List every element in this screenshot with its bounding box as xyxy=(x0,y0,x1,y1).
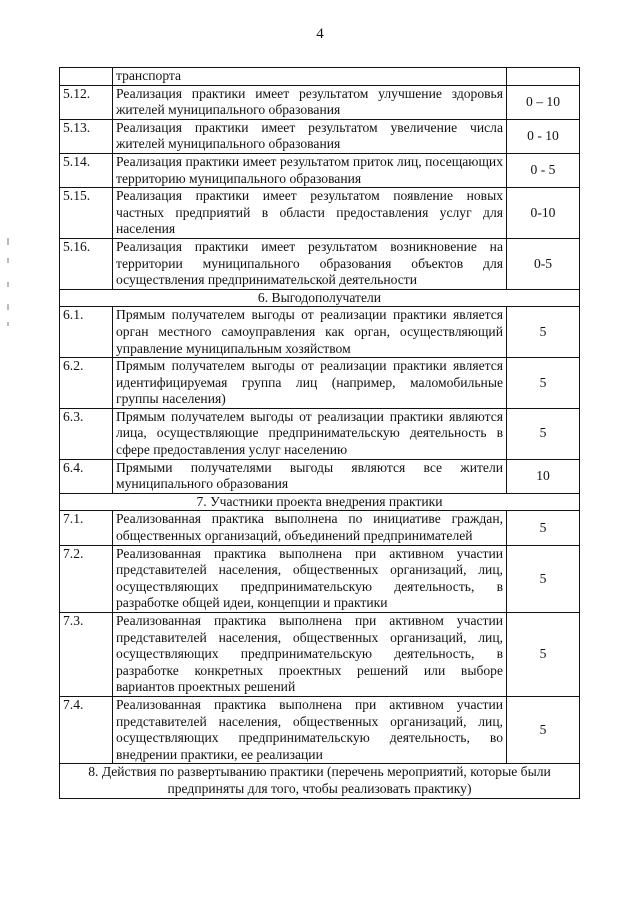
margin-mark xyxy=(7,322,9,326)
criteria-row xyxy=(60,188,580,239)
item-score xyxy=(507,68,580,86)
criteria-row xyxy=(60,696,580,763)
item-text: Прямыми получателями выгоды являются все жители муниципального образования xyxy=(113,459,507,493)
item-score: 0-5 xyxy=(507,238,580,289)
item-number: 6.3. xyxy=(60,408,113,459)
item-number: 7.4. xyxy=(60,696,113,763)
item-text: Реализация практики имеет результатом улучшение здоровья жителей муниципального образования xyxy=(113,85,507,119)
criteria-row xyxy=(60,408,580,459)
item-score: 5 xyxy=(507,696,580,763)
item-text: Реализация практики имеет результатом появление новых частных предприятий в области предоставления услуг для населения xyxy=(113,188,507,239)
item-text: Реализация практики имеет результатом возникновение на территории муниципального образования объектов для осуществления предпринимательской деятельности xyxy=(113,238,507,289)
item-text: Реализация практики имеет результатом приток лиц, посещающих территорию муниципального образования xyxy=(113,153,507,187)
item-score: 5 xyxy=(507,408,580,459)
margin-mark xyxy=(7,304,9,310)
criteria-row xyxy=(60,358,580,409)
item-score: 10 xyxy=(507,459,580,493)
item-number: 6.2. xyxy=(60,358,113,409)
section-title: 8. Действия по развертыванию практики (перечень мероприятий, которые были предприняты для того, чтобы реализовать практику) xyxy=(60,764,580,798)
criteria-row xyxy=(60,153,580,187)
section-title: 6. Выгодополучатели xyxy=(60,289,580,307)
item-number: 6.4. xyxy=(60,459,113,493)
item-text: Реализованная практика выполнена при активном участии представителей населения, общественных организаций, лиц, осуществляющих предпринимательскую деятельность, во внедрении практики, ее реализации xyxy=(113,696,507,763)
item-score: 0-10 xyxy=(507,188,580,239)
item-score: 5 xyxy=(507,511,580,545)
item-number: 5.13. xyxy=(60,119,113,153)
item-score: 0 - 10 xyxy=(507,119,580,153)
criteria-row xyxy=(60,613,580,697)
item-number: 5.16. xyxy=(60,238,113,289)
item-text: Прямым получателем выгоды от реализации практики является идентифицируемая группа лиц (например, маломобильные группы населения) xyxy=(113,358,507,409)
criteria-row xyxy=(60,119,580,153)
item-text: Реализация практики имеет результатом увеличение числа жителей муниципального образования xyxy=(113,119,507,153)
criteria-row xyxy=(60,459,580,493)
criteria-row xyxy=(60,511,580,545)
item-number: 5.15. xyxy=(60,188,113,239)
item-score: 5 xyxy=(507,613,580,697)
item-text: Прямым получателем выгоды от реализации практики являются лица, осуществляющие предпринимательскую деятельность в сфере предоставления услуг населению xyxy=(113,408,507,459)
item-number: 5.12. xyxy=(60,85,113,119)
criteria-table xyxy=(59,67,580,799)
item-number xyxy=(60,68,113,86)
section-header-row xyxy=(60,289,580,307)
item-text: Прямым получателем выгоды от реализации практики является орган местного самоуправления как орган, осуществляющий управление муниципальным хозяйством xyxy=(113,307,507,358)
criteria-row xyxy=(60,68,580,86)
item-score: 5 xyxy=(507,358,580,409)
margin-mark xyxy=(7,238,9,245)
item-text: Реализованная практика выполнена при активном участии представителей населения, общественных организаций, лиц, осуществляющих предпринимательскую деятельность, в разработке общей идеи, концепции и практики xyxy=(113,545,507,612)
item-number: 7.2. xyxy=(60,545,113,612)
item-score: 0 – 10 xyxy=(507,85,580,119)
item-score: 0 - 5 xyxy=(507,153,580,187)
margin-mark xyxy=(7,282,9,287)
section-header-row xyxy=(60,764,580,798)
item-number: 7.3. xyxy=(60,613,113,697)
margin-mark xyxy=(7,258,9,263)
item-text: Реализованная практика выполнена по инициативе граждан, общественных организаций, объединений предпринимателей xyxy=(113,511,507,545)
section-title: 7. Участники проекта внедрения практики xyxy=(60,493,580,511)
item-number: 6.1. xyxy=(60,307,113,358)
criteria-row xyxy=(60,85,580,119)
criteria-row xyxy=(60,545,580,612)
item-score: 5 xyxy=(507,545,580,612)
item-text: транспорта xyxy=(113,68,507,86)
criteria-row xyxy=(60,238,580,289)
item-text: Реализованная практика выполнена при активном участии представителей населения, общественных организаций, лиц, осуществляющих предпринимательскую деятельность, в разработке конкретных проектных решений или выборе вариантов проектных решений xyxy=(113,613,507,697)
page-number: 4 xyxy=(316,26,324,42)
item-number: 7.1. xyxy=(60,511,113,545)
criteria-row xyxy=(60,307,580,358)
section-header-row xyxy=(60,493,580,511)
item-score: 5 xyxy=(507,307,580,358)
item-number: 5.14. xyxy=(60,153,113,187)
